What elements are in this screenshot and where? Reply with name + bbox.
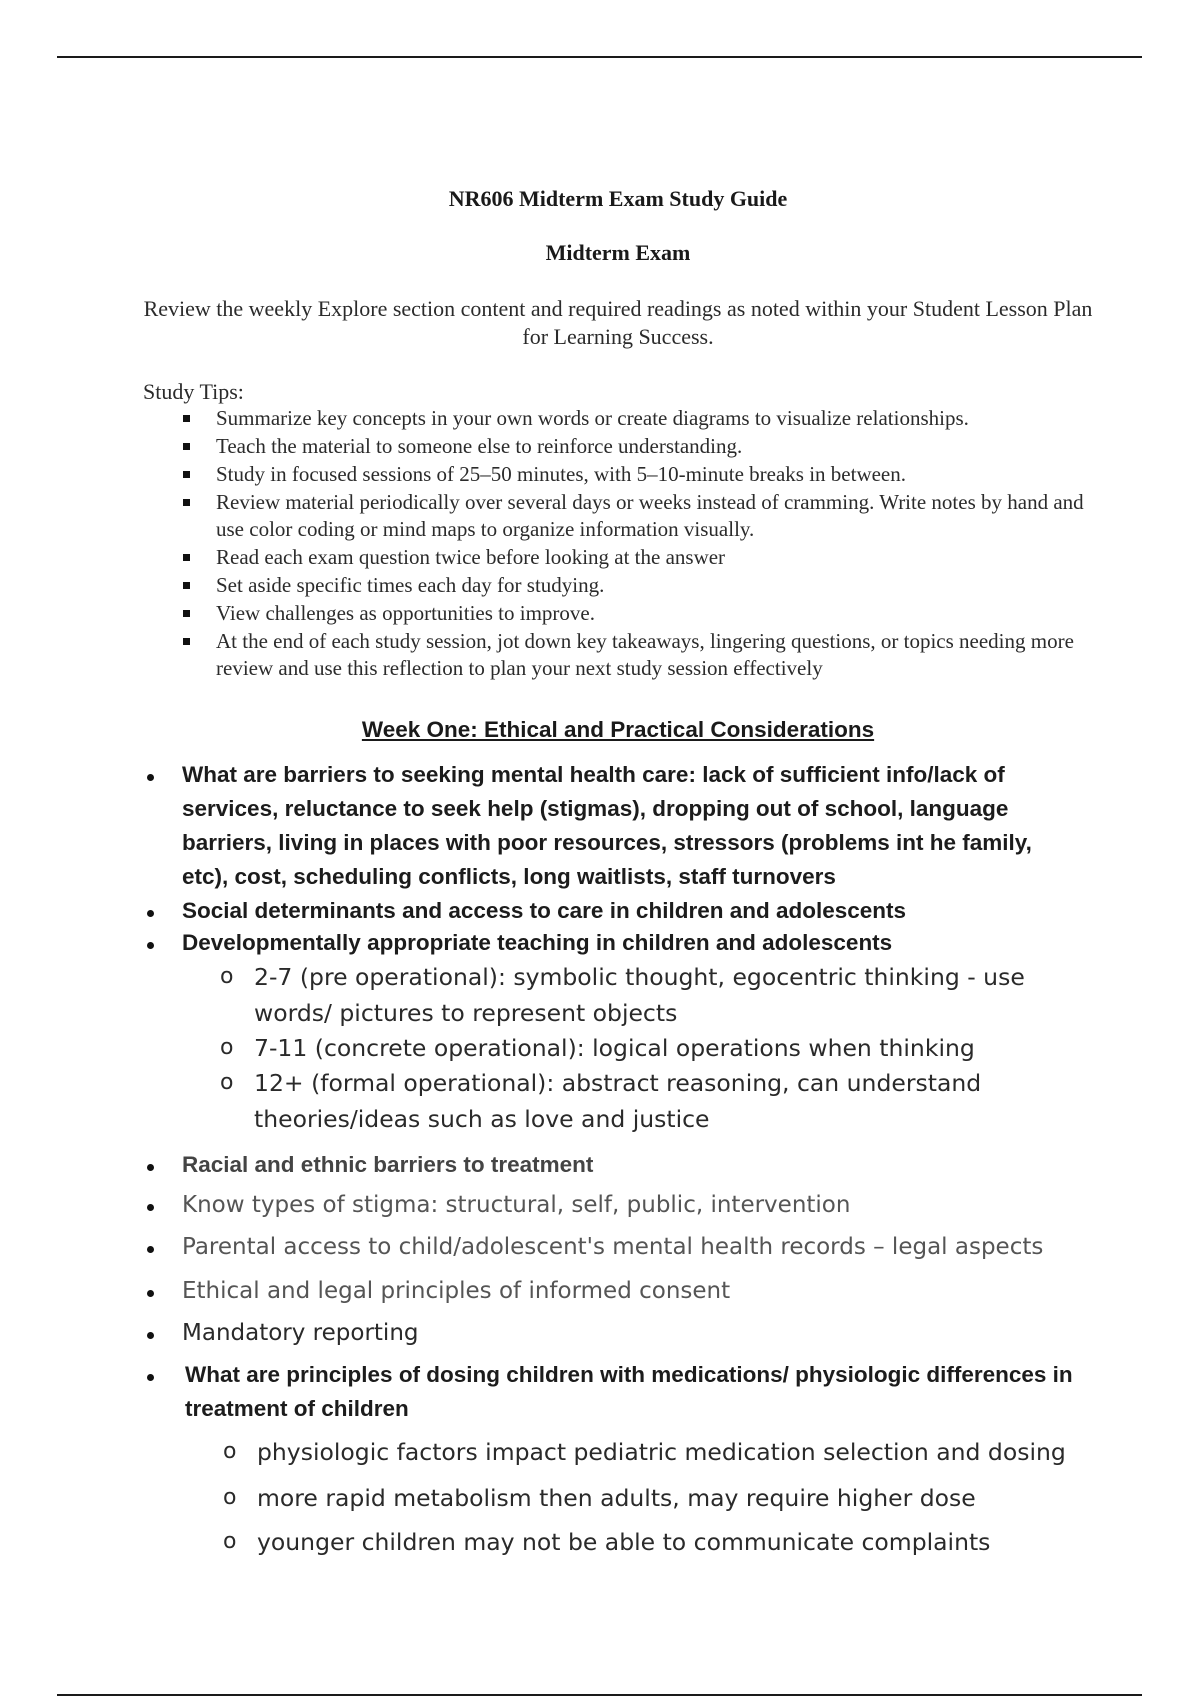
circle-bullet-icon: o (220, 1070, 234, 1095)
sub-item-formal-operational: o 12+ (formal operational): abstract reasoning, can understand theories/ideas such as love and justice (254, 1065, 1094, 1137)
outline-item-parental-access: Parental access to child/adolescent's mental health records – legal aspects (182, 1230, 1082, 1264)
sub-item-concrete-operational: o 7-11 (concrete operational): logical operations when thinking (254, 1030, 1094, 1066)
study-tips-label: Study Tips: (143, 379, 244, 404)
circle-bullet-icon: o (223, 1485, 237, 1510)
circle-bullet-icon: o (220, 964, 234, 989)
square-bullet-icon (183, 499, 190, 506)
study-tip: Teach the material to someone else to reinforce understanding. (180, 433, 1100, 460)
square-bullet-icon (183, 415, 190, 422)
outline-item-racial-barriers: Racial and ethnic barriers to treatment (182, 1148, 1082, 1182)
circle-bullet-icon: o (223, 1439, 237, 1464)
study-tip: Read each exam question twice before looking at the answer (180, 544, 1100, 571)
outline-item-mandatory-reporting: Mandatory reporting (182, 1316, 1082, 1350)
study-tip: View challenges as opportunities to improve. (180, 600, 1100, 627)
outline-item-stigma: Know types of stigma: structural, self, public, intervention (182, 1188, 1082, 1222)
study-tip: Set aside specific times each day for studying. (180, 572, 1100, 599)
week-one-heading: Week One: Ethical and Practical Considerations (361, 717, 875, 742)
outline-item-developmental-teaching: Developmentally appropriate teaching in children and adolescents (182, 926, 1082, 960)
round-bullet-icon (147, 1246, 154, 1253)
study-tip: At the end of each study session, jot down key takeaways, lingering questions, or topics needing more review and use this reflection to plan your next study session effectively (180, 628, 1100, 682)
square-bullet-icon (183, 582, 190, 589)
outline-item-informed-consent: Ethical and legal principles of informed consent (182, 1274, 1082, 1308)
sub-item-communication: o younger children may not be able to communicate complaints (257, 1524, 1097, 1560)
square-bullet-icon (183, 471, 190, 478)
study-tip: Study in focused sessions of 25–50 minutes, with 5–10-minute breaks in between. (180, 461, 1100, 488)
outline-item-dosing-principles: What are principles of dosing children with medications/ physiologic differences in treatment of children (185, 1358, 1085, 1426)
square-bullet-icon (183, 443, 190, 450)
round-bullet-icon (147, 1204, 154, 1211)
document-subtitle: Midterm Exam (545, 240, 691, 265)
round-bullet-icon (147, 1332, 154, 1339)
sub-item-preoperational: o 2-7 (pre operational): symbolic thought, egocentric thinking - use words/ pictures to represent objects (254, 959, 1094, 1031)
round-bullet-icon (147, 1374, 154, 1381)
study-tips-list (180, 405, 1100, 683)
outline-item-social-determinants: Social determinants and access to care in children and adolescents (182, 894, 1082, 928)
intro-paragraph: Review the weekly Explore section content and required readings as noted within your Student Lesson Plan for Learning Success. (143, 296, 1093, 349)
square-bullet-icon (183, 554, 190, 561)
round-bullet-icon (147, 774, 154, 781)
circle-bullet-icon: o (223, 1529, 237, 1554)
sub-item-physiologic-factors: o physiologic factors impact pediatric medication selection and dosing (257, 1434, 1097, 1470)
square-bullet-icon (183, 610, 190, 617)
square-bullet-icon (183, 638, 190, 645)
outline-item-barriers: What are barriers to seeking mental health care: lack of sufficient info/lack of services, reluctance to seek help (stigmas), dropping out of school, language barriers, living in places with poor resources, stressors (problems int he family, etc), cost, scheduling conflicts, long waitlists, staff turnovers (182, 758, 1082, 894)
round-bullet-icon (147, 942, 154, 949)
document-title: NR606 Midterm Exam Study Guide (448, 186, 788, 211)
bottom-rule (57, 1694, 1142, 1696)
study-tip: Summarize key concepts in your own words or create diagrams to visualize relationships. (180, 405, 1100, 432)
round-bullet-icon (147, 1290, 154, 1297)
round-bullet-icon (147, 910, 154, 917)
sub-item-metabolism: o more rapid metabolism then adults, may require higher dose (257, 1480, 1097, 1516)
top-rule (57, 56, 1142, 58)
study-tip: Review material periodically over several days or weeks instead of cramming. Write notes by hand and use color coding or mind maps to organize information visually. (180, 489, 1100, 543)
circle-bullet-icon: o (220, 1035, 234, 1060)
round-bullet-icon (147, 1164, 154, 1171)
